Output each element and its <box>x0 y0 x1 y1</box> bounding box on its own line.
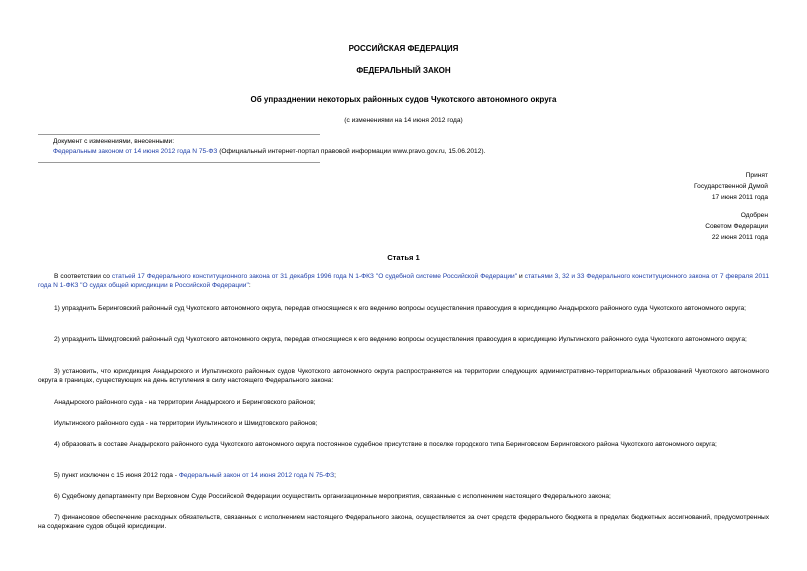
item-6: 6) Судебному департаменту при Верховном Суде Российской Федерации осуществить организационные мероприятия, связанные с исполнением настоящего Федерального закона; <box>54 493 611 500</box>
item-4: 4) образовать в составе Анадырского районного суда Чукотского автономного округа постоянное судебное присутствие в поселке городского типа Беринговском Беринговского района Чукотского автономного округа; <box>54 441 717 448</box>
item-2: 2) упразднить Шмидтовский районный суд Чукотского автономного округа, передав относящиеся к его ведению вопросы осуществления правосудия в юрисдикцию Иультинского районного суда Чукотского автономного округа; <box>54 336 747 343</box>
fkz-1996-link[interactable]: статьей 17 Федерального конституционного закона от 31 декабря 1996 года N 1-ФКЗ "О судебной системе Российской Федерации" <box>111 273 518 280</box>
changes-intro: Документ с изменениями, внесенными: <box>53 138 175 145</box>
item-1: 1) упразднить Беринговский районный суд Чукотского автономного округа, передав относящиеся к его ведению вопросы осуществления правосудия в юрисдикцию Анадырского районного суда Чукотского автономного округа; <box>54 305 746 312</box>
adopted-line1: Принят <box>745 172 768 179</box>
item-3a: Анадырского районного суда - на территории Анадырского и Беринговского районов; <box>54 399 316 406</box>
article-intro <box>38 273 769 290</box>
approved-line1: Одобрен <box>740 212 768 219</box>
item-5-end: ; <box>334 472 336 479</box>
changes-line <box>53 148 485 157</box>
article-heading: Статья 1 <box>387 253 420 262</box>
item-3: 3) установить, что юрисдикция Анадырского и Иультинского районных судов Чукотского автономного округа распространяется на территории следующих административно-территориальных образований Чукотского автономного округа в границах, существующих на день вступления в силу настоящего Федерального закона: <box>38 368 769 384</box>
law-type-heading: ФЕДЕРАЛЬНЫЙ ЗАКОН <box>356 66 451 75</box>
approved-line2: Советом Федерации <box>705 223 768 230</box>
amended-note: (с изменениями на 14 июня 2012 года) <box>344 117 463 124</box>
item-7: 7) финансовое обеспечение расходных обязательств, связанных с исполнением настоящего Федерального закона, осуществляется за счет средств федерального бюджета в пределах бюджетных ассигнований, предусмотренных на содержание судов общей юрисдикции. <box>38 514 769 530</box>
adopted-line3: 17 июня 2011 года <box>711 194 768 201</box>
item-5-text: 5) пункт исключен с 15 июня 2012 года - <box>54 472 179 479</box>
changes-top-rule <box>38 134 320 135</box>
intro-text-b: и <box>517 273 525 280</box>
document-title: Об упразднении некоторых районных судов Чукотского автономного округа <box>250 95 557 104</box>
intro-text-a: В соответствии со <box>54 273 112 280</box>
changes-source: (Официальный интернет-портал правовой информации www.pravo.gov.ru, 15.06.2012). <box>217 148 486 155</box>
adopted-line2: Государственной Думой <box>694 183 768 190</box>
intro-text-c: : <box>248 281 251 289</box>
item-5-law-link[interactable]: Федеральный закон от 14 июня 2012 года N 75-ФЗ <box>178 472 335 479</box>
approved-line3: 22 июня 2011 года <box>711 234 768 241</box>
item-3b: Иультинского районного суда - на территории Иультинского и Шмидтовского районов; <box>54 420 318 427</box>
amending-law-link[interactable]: Федеральным законом от 14 июня 2012 года N 75-ФЗ <box>53 148 218 155</box>
changes-bottom-rule <box>38 162 320 163</box>
fkz-2011-link[interactable]: статьями 3, 32 и 33 Федерального конституционного закона от 7 февраля 2011 года N 1-ФКЗ "О судах общей юрисдикции в Российской Федерации" <box>38 273 769 289</box>
item-5 <box>38 472 769 481</box>
country-heading: РОССИЙСКАЯ ФЕДЕРАЦИЯ <box>348 44 459 53</box>
